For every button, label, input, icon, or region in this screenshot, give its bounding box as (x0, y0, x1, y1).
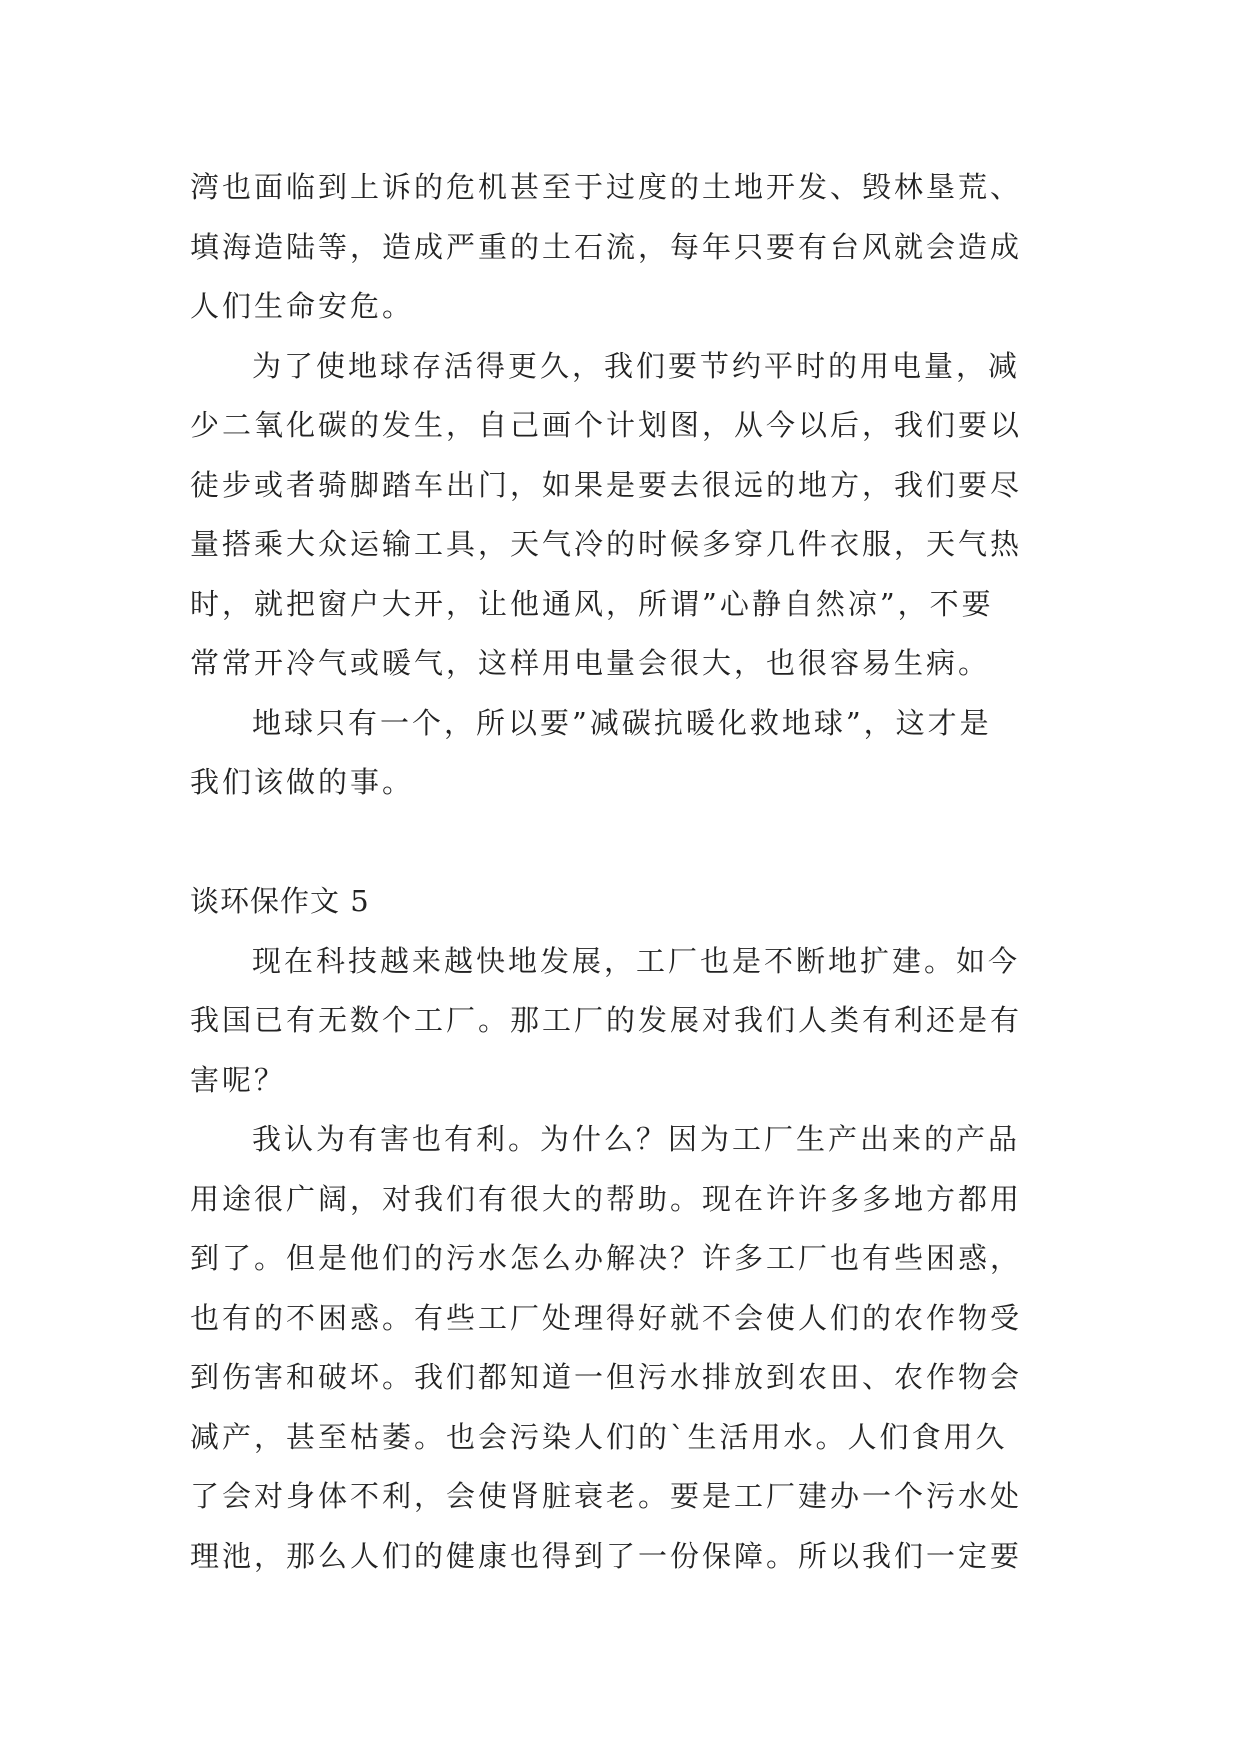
text-line: 我们该做的事。 (190, 765, 415, 799)
text-line: 湾也面临到上诉的危机甚至于过度的土地开发、毁林垦荒、 (190, 170, 1023, 204)
paragraph-factory-intro (190, 932, 1090, 1111)
text-line: 人们生命安危。 (190, 289, 415, 323)
text-line: 时，就把窗户大开，让他通风，所谓”心静自然凉”，不要 (190, 586, 994, 621)
blank-line (190, 813, 1090, 873)
document-body (190, 158, 1090, 1586)
text-line: 地球只有一个，所以要”减碳抗暖化救地球”，这才是 (252, 705, 992, 740)
text-line: 到伤害和破坏。我们都知道一但污水排放到农田、农作物会 (190, 1360, 1023, 1394)
text-line: 也有的不困惑。有些工厂处理得好就不会使人们的农作物受 (190, 1300, 1023, 1335)
text-line: 我国已有无数个工厂。那工厂的发展对我们人类有利还是有 (190, 1003, 1023, 1037)
paragraph-save-energy (190, 337, 1090, 694)
paragraph-factory-opinion (190, 1110, 1090, 1586)
text-line: 现在科技越来越快地发展，工厂也是不断地扩建。如今 (252, 943, 1021, 978)
paragraph-conclusion (190, 694, 1090, 813)
text-line: 减产，甚至枯萎。也会污染人们的`生活用水。人们食用久 (190, 1419, 1008, 1454)
text-line: 理池，那么人们的健康也得到了一份保障。所以我们一定要 (190, 1538, 1023, 1573)
section-heading: 谈环保作文 5 (190, 884, 370, 918)
text-line: 填海造陆等，造成严重的土石流，每年只要有台风就会造成 (190, 229, 1023, 264)
text-line: 为了使地球存活得更久，我们要节约平时的用电量，减 (252, 348, 1021, 383)
text-line: 徒步或者骑脚踏车出门，如果是要去很远的地方，我们要尽 (190, 467, 1023, 502)
paragraph-continuation (190, 158, 1090, 337)
text-line: 量搭乘大众运输工具，天气冷的时候多穿几件衣服，天气热 (190, 527, 1023, 561)
text-line: 用途很广阔，对我们有很大的帮助。现在许许多多地方都用 (190, 1181, 1023, 1216)
text-line: 少二氧化碳的发生，自己画个计划图，从今以后，我们要以 (190, 408, 1023, 442)
text-line: 害呢？ (190, 1062, 287, 1097)
text-line: 了会对身体不利，会使肾脏衰老。要是工厂建办一个污水处 (190, 1479, 1023, 1513)
text-line: 我认为有害也有利。为什么？因为工厂生产出来的产品 (252, 1122, 1021, 1156)
text-line: 到了。但是他们的污水怎么办解决？许多工厂也有些困惑， (190, 1241, 1023, 1275)
text-line: 常常开冷气或暖气，这样用电量会很大，也很容易生病。 (190, 646, 991, 680)
